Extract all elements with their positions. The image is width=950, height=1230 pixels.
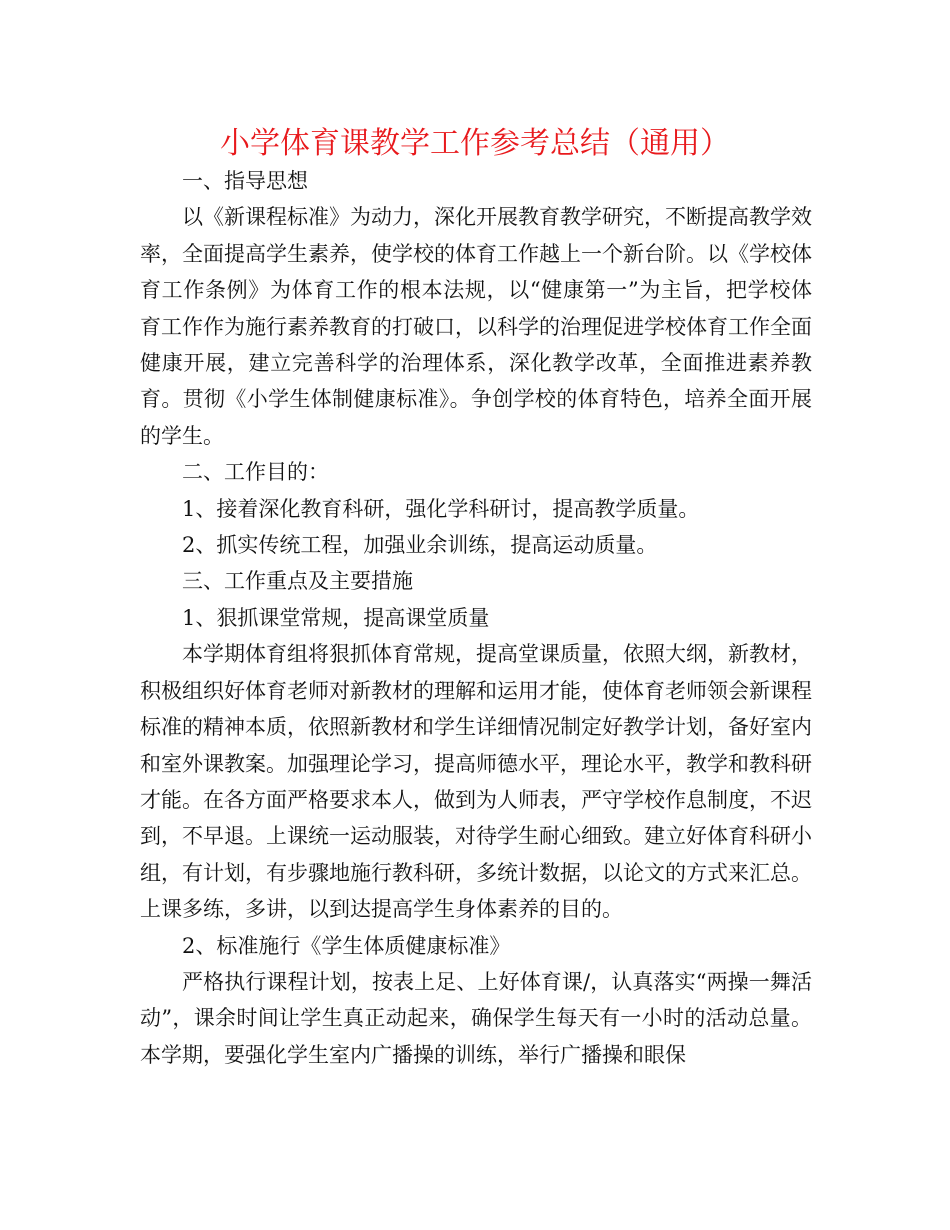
subheading-classroom-routine: 1、狠抓课堂常规，提高课堂质量: [182, 605, 490, 630]
document-title: 小学体育课教学工作参考总结（通用）: [220, 126, 730, 161]
list-item-goal-1: 1、接着深化教育科研，强化学科研讨，提高教学质量。: [182, 496, 700, 521]
document-body: [140, 163, 812, 1073]
paragraph-guiding-ideology: 以《新课程标准》为动力，深化开展教育教学研究，不断提高教学效率，全面提高学生素养，使学校的体育工作越上一个新台阶。以《学校体育工作条例》为体育工作的根本法规，以“健康第一”为主旨，把学校体育工作作为施行素养教育的打破口，以科学的治理促进学校体育工作全面健康开展，建立完善科学的治理体系，深化教学改革，全面推进素养教育。贯彻《小学生体制健康标准》。争创学校的体育特色，培养全面开展的学生。: [140, 205, 812, 448]
section-heading-work-goals: 二、工作目的：: [182, 460, 329, 485]
section-heading-guiding-ideology: 一、指导思想: [182, 169, 308, 193]
section-heading-key-measures: 三、工作重点及主要措施: [182, 569, 413, 594]
paragraph-health-standard: 严格执行课程计划，按表上足、上好体育课/，认真落实“两操一舞活动”，课余时间让学生真正动起来，确保学生每天有一小时的活动总量。本学期，要强化学生室内广播操的训练，举行广播操和眼保: [140, 969, 812, 1067]
subheading-health-standard: 2、标准施行《学生体质健康标准》: [182, 933, 511, 958]
list-item-goal-2: 2、抓实传统工程，加强业余训练，提高运动质量。: [182, 533, 658, 558]
paragraph-classroom-routine: 本学期体育组将狠抓体育常规，提高堂课质量，依照大纲，新教材，积极组织好体育老师对新教材的理解和运用才能，使体育老师领会新课程标准的精神本质，依照新教材和学生详细情况制定好教学计划，备好室内和室外课教案。加强理论学习，提高师德水平，理论水平，教学和教科研才能。在各方面严格要求本人，做到为人师表，严守学校作息制度，不迟到，不早退。上课统一运动服装，对待学生耐心细致。建立好体育科研小组，有计划，有步骤地施行教科研，多统计数据，以论文的方式来汇总。上课多练，多讲，以到达提高学生身体素养的目的。: [140, 642, 812, 922]
